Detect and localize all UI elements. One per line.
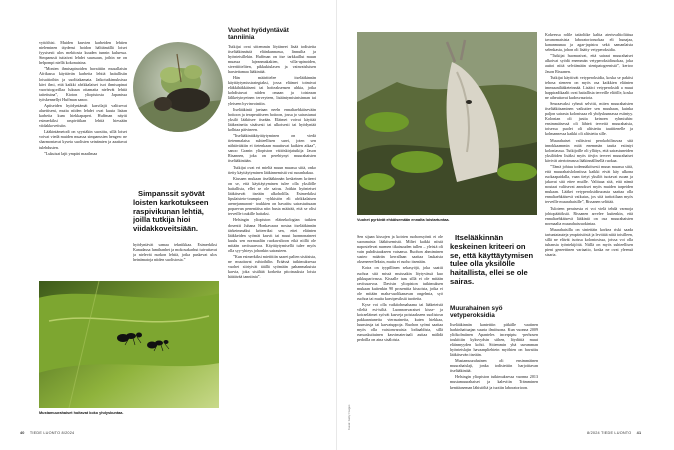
body-paragraph: vyttöihisi. Muiden kasvien karheiden lehtien nieleminen täydensi hoidon hälttämällä loiset fyysisesti ulos mekitosta kuuden tunnin kuluessa. Simpanssit tuttaivat lehdet suussaan, joihin ne on helpompi niellä kokonaisina. xyxy=(39,40,127,66)
body-paragraph: Sen sijaan kissojen ja koirien ruohonsyönti ei ole suoranaista lääkitsemistä. Miltei kaikki niistä napostelevat nurmen tikaisuuden tullen – yleistä oli vain puhdistaakseen vatsansa. Ruohon ahmiminen susteo määrän kerrallaan saattaa laukaista okseneerefleksin, mutta ei ruoho itsenään. xyxy=(357,234,443,265)
right-column-3 xyxy=(545,32,633,422)
body-paragraph: Lääkintämetodi on syystäkin suosittu, sillä loiset voivat viedä muiden muassa simpanssien hengen: ne sharmontavat kyseia suolisten seinämien ja aaattavat tulehdusten. xyxy=(39,129,127,150)
left-column-2 xyxy=(133,190,217,280)
left-folio xyxy=(20,431,74,435)
body-paragraph: ”Itselääkintäkäyttäytyminen on viedä tietenmalaisa suhteellisen sarei, joten sen nähtäväätiin ei tietenkaan muuttuvat kaikien aikaa”, sanoo Granin yliopiston väitöskirjatutkija Jason Risannen, joka on perehtynyt muurahaisten itselääkintään. xyxy=(228,133,316,164)
magazine-name-right: 8/2024 TIEDE LUONTO xyxy=(587,431,632,435)
body-paragraph: Hän määrittelee itselääkinnän käyttäytymisstrategiaksi, jossa eläimet toimivat eläkkihäkkäiseni tai hoiteaksensen uhkia, jotka kohdistuvat niiden omaan ja toisteaan läliketyinyeinen terveyteen, lisääntymisintsinnan tai yleiseen hyvinvointiin. xyxy=(228,75,316,106)
magazine-name-left: TIEDE LUONTO 8/2024 xyxy=(29,431,75,435)
chimpanzee-photo xyxy=(133,42,223,132)
page-number-right: 41 xyxy=(636,431,642,435)
caption-goats: Vuohet pyrkivät ehkäisemään ennalta loistartuntaa. xyxy=(357,218,450,222)
ants-photo xyxy=(39,281,219,408)
body-paragraph: hyödyntävät samaa tekniikkaa. Esimerkiksi Kanadassa lumihanhet ja mokosakarhut tuivuttavat ja nielevät nurkon lehtiä, jotka puskevat ulos heinämatoja niiden suolistosta.” xyxy=(133,241,217,263)
photo-credit: Kuvat: Getty Images xyxy=(347,404,351,430)
caption-ants: Mustamuurahaiset hoitavat koko yhdyskuntaa. xyxy=(39,411,124,415)
body-paragraph: Muurahaisilla on siniettäin korkea riski saada tartuntatauteja ympäristöstä ja levittää niitä toisilleen, sillä ne elävät isoissa koloniosissa, joissa voi olla tuhansia työntekijöitä. Niillä on myös suhteellisen pieni geneettinen variaatio, koska ne ovat yleensä sisaria. xyxy=(545,227,633,258)
body-paragraph: Tuloteen peraisesta ei voi vielä tehdä varmoja johtopäätöksiä. Rissanen arvelee kuitenkin, että ennaltaehkäisevä lääkintä on osa muurahaisten normaalia muurahaisruokintaa. xyxy=(545,205,633,226)
body-paragraph: Itselääkinnän kantettiin pitkälle vaatinen harkinhattuajan suurta ilmiöuona. Kun vuonna 2009 yliökolmiinen Apanteles incerpiptu -perhosen toukittiin kyksvydsin siihen, löydittiä muut eläinmyyden kohti. Sittemmin yhä useamman hyönteislajin havaanpliehtein myöhien on havaittu lääkitsevän itseään. xyxy=(450,321,538,357)
body-paragraph: Tutkijat ovat sittemmin löytäneet lisää todisteita itselääkinnästä eläinkunnassa, linnuilta ja hyönteisillekin. Huffman on itse tarkkaillut muun muassa lajeanmakakien, villa-apinoiden, sivertiitteliten, pikkukiulasen ja vainvaisluisen harstettamaa lääkintää. xyxy=(228,43,316,75)
body-paragraph: Tutkijat ovat eri mieltä muun muassa siitä, onko tietty käyttäytyminen lääkinnemistä vai ruoanhakua. xyxy=(228,164,316,175)
body-paragraph: Tutkijat käyttivät vetyperoksidia, koska se pakitsi tehosa sieneen on myös osa kaikkien eläinten immuunilääketeinnää. Lisääci vetyperoksidi a muut happiradikaalit ovat haitallisia terveille eliöille, koska ne aiheuttavat kudosvauriota. xyxy=(545,74,633,100)
right-folio xyxy=(587,431,641,435)
pull-quote-right: Itselääkinnän keskeinen kriteeri on se, että käyttäytymisen tulee olla yksilölle haitallista, ellei se ole sairas. xyxy=(450,234,534,286)
body-paragraph: ”Tutkijat huomasivat, että sairaat muurahaiset alkoivat syödä enemmän vetyperoksidiruokaa, joka auttoi niitä selviämään sienipatogeenistä”, kertoo Jason Rissanen. xyxy=(545,53,633,74)
body-paragraph: Koira on tyypillinen sekasyöjä, joka saattii ruohoa sitä missä muissakin löytyvässä kuo pikkuparivassa. Kissalle taas sillä ei ole mitään ravitsuarvoa. Davisin yliopiston tutkimuksen mukaan kuitenkin 90 prosenttia kissoista, jotka ei ole mitään maha-suolikanavan ongelmia, syö ruohoa tai muita kasvipesiksiä tuotteita. xyxy=(357,265,443,301)
body-paragraph: Helsingin yliopiston eläinekologian tutkien dosentti Juhana Honkavaara nostaa itselääkinnän tärkeimmäksi kriteeriksi sen, ettei eläinten lääkkeiden syömät kasvit tai muut luonnonaineet kuulu sen normaaliin ruokavalioon eikä niillä ole mitään ravitsuarvoa. Käyttäytymisellä tulee myös olla syy-yhteys johonkin sairauteen. xyxy=(228,217,316,253)
right-page xyxy=(337,0,674,450)
right-column-1 xyxy=(357,234,443,422)
goat-photo xyxy=(357,32,537,215)
body-paragraph: Kokeessa rolile tatäoltike kaltta aterisvaltioliittua tavanomaisista laboratorioruokaa eli hunajaa, kananmunaa ja agar-japistru sekä samanlaista selenkasta, johon oli lisätty vetyperoksidia. xyxy=(545,32,633,53)
pull-quote-left: Simpanssit syövät loisten karkotukseen raspivikunan lehtiä, joilla tutkija hioi viidakkoveitsiään. xyxy=(133,190,209,234)
body-paragraph: Kiusaen mukaan itselääkinnän keskeinen kriteeri on se, että käyttäytyminen tulee olla yksilölle haitallista, ellei se ole sairas. Joitkin hyönteiset lääkitsevät itseään alkoholilla. Esimerkiksi lipulaisteto-toumpia -ryhkistön eli afrikkalaisen arenejannaroni- toukkien on havaittu sairastuttuaan popaevan penentäisa niin busta määrää, että se olisi terveille toukille haitaksi. xyxy=(228,175,316,217)
body-paragraph: Seuraavaksi ryhmä selvitti, miten muurahaisten itselääkitsaminen vaikuttee sen muuhaan, kuinka paljon sairasta kolonissaa eli yhdyskunnassa esiintyy. Kolonian oli justta keinoen ryhmiuhin: ensimmäisessä oli lähteä terveitä muurahaisia, toisessa puolet oli altistettu tautitienelle ja kolmannessa kaikki oli altistettu sille. xyxy=(545,101,633,137)
body-paragraph: Itselääkintä jaetaan neeln ennaltaehkäisevään hoitoon ja terapeuttiseen hoitoon, jossa jo sairastunut yksilö lääkitsee itseään. Eläimet voivat käyttää lääkeaineita sisäisesti tai ulkoisesti tai hyödyntää kolhtaa päivineen. xyxy=(228,106,316,132)
section-heading-ants: Muurahainen syö vetyperoksidia xyxy=(450,304,503,320)
body-paragraph: ”Monien ihmisapinoiden havaittiin musallaisin Afrikassa käyttävän karheita lehtiä haitallisiin loisaitioihin ja suolitakamata. Jatkotutkimuksissa kävi ilmi, että kaikki afrikkalaiset isot ihmisapinat vuoristogorillaa lukuun ottamatta nielevät lehtiä taitettuina”, Kioton yliopistosta Japanissa työskennellyt Huffman sanoo. xyxy=(39,66,127,102)
body-paragraph: Helsingin yliopiston tutkimuksessa vuonna 2013 mustamuurahaiset ja kalevitin Trämminen kenttäaseman lähistöltä ja tuotiin laboratorioon. xyxy=(450,374,538,390)
body-paragraph: Kyse voi olla vaiktiohmahaana tai lääketeistä vileltä esi-isiltä. Luonnonvaraiset kisse- ja koiraeläimet syövät kasveja poistaakseen suolistosn pakkaantuneita vierasaineita, kuten hiekkaa, luunsiruja tai karvatuppoja. Ruohon syömi saattaa myös olla vaistonvaraista lodtaablista, sillä runsaskuituinen kasvimateriaali auttaa mälidä pedoilla on aina sisäloisia. xyxy=(357,301,443,343)
body-paragraph: Mustamuurahainen oli ensimmäinen muurahaislaji, jonka todistettiin harjoittavan itselääkintää. xyxy=(450,358,538,374)
left-column-1 xyxy=(39,40,127,274)
body-paragraph: ”Tämä johtuu todennäköisesti muun muassa siitä, että muurahaisloloniissa kaikki eivät käy ulkona ruokaapaidalla, vaan tietyt yksilöt tuotavat ruoan ja jakavat sitä ettee muille. Valituaa sitä, että nämä noutaat valitsevat annokset myös muiden tarpeiden mukaan. Lääkei vetyperoksidiruoasta saattaa olla ennaltaehkäisevä vaikutus, jos sitä tarttotilaan myös terveille muurahaisille”, Rissanen selittää. xyxy=(545,164,633,205)
right-column-2 xyxy=(450,234,538,422)
left-column-3 xyxy=(228,26,316,422)
page-number-left: 40 xyxy=(20,431,25,435)
body-paragraph: ”Lukuisat lajit ympäri maailmaa xyxy=(44,150,98,156)
section-heading-goats: Vuohet hyödyntävät tanniinia xyxy=(228,27,289,42)
body-paragraph: ”Kun esimerkiksi mietittiin saaret palien sisäisista, ne muuttavat ruhtoihilin. Eräässä tutkimuksessa vuohet siirtyivät täällä syömään pahanmakuista karvia, joka sisältää korkeita pitoisuuksia loisia häätävää tanniinia”. xyxy=(228,254,316,280)
body-paragraph: Aptiseiden hyödyntämät kasvilajit valitsevat aluettiseni, mutta niiden lehdet ovat kuuta lisäan karheita kum hiekkapaperi. Huffman näytti esimerkiksi raspivitikan lehtiä hiessään viidakkoveitsiin. xyxy=(39,102,127,129)
body-paragraph: Muurahaiset valitsivat perokobilisuvaa sitä innokkaammin mitä enemmän tautia esiintyi koloniasssa. Tutkijoille oli yllätys, että sairastuneiden yksilöiden lisäksi myös tövjin terveet muurahaiset kävivät aterioimassa lääkinnällisellä ruokaa. xyxy=(545,137,633,163)
